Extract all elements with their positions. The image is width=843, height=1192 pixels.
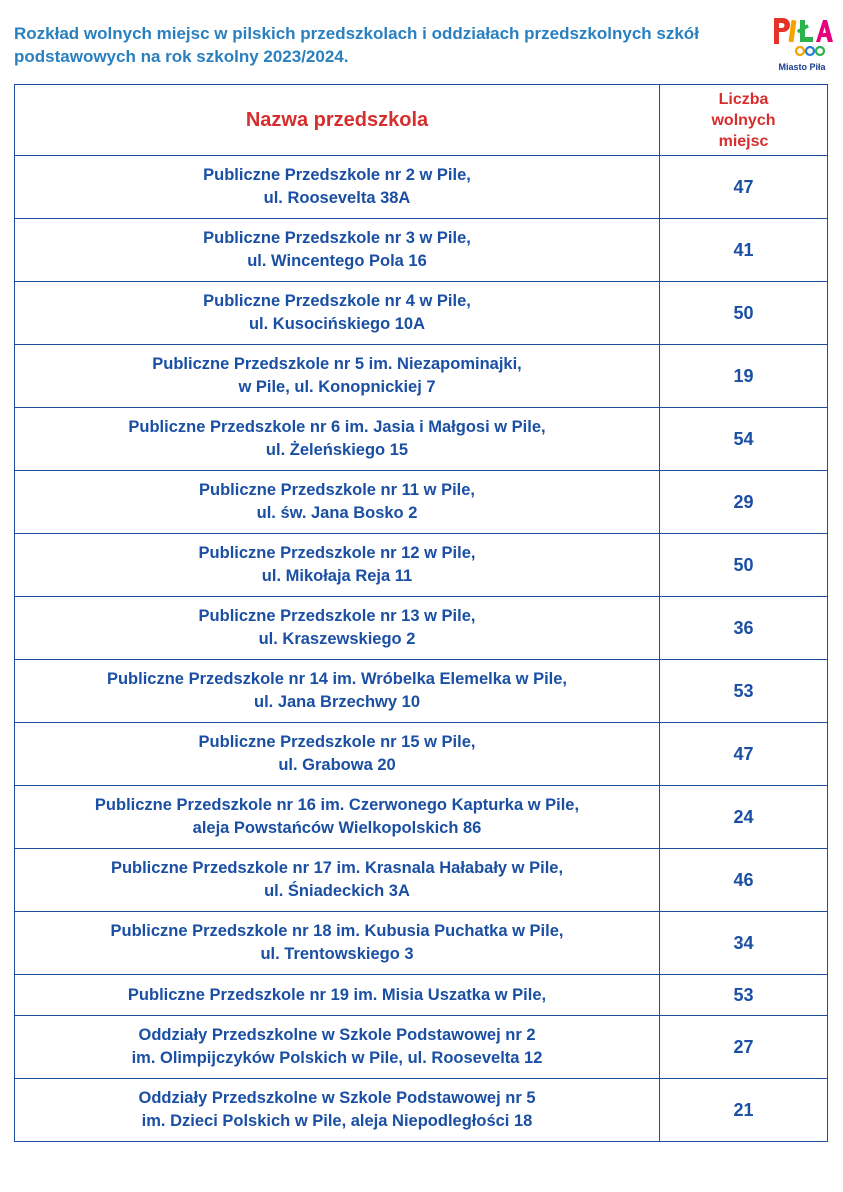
preschool-name-cell <box>15 597 660 660</box>
preschool-name-cell <box>15 660 660 723</box>
preschool-address: w Pile, ul. Konopnickiej 7 <box>238 378 436 396</box>
preschool-address: im. Dzieci Polskich w Pile, aleja Niepodległości 18 <box>141 1112 533 1130</box>
preschool-name: Oddziały Przedszkolne w Szkole Podstawowej nr 5 <box>138 1089 536 1107</box>
preschool-name: Publiczne Przedszkole nr 4 w Pile, <box>203 292 471 310</box>
preschool-name: Publiczne Przedszkole nr 18 im. Kubusia Puchatka w Pile, <box>110 922 564 940</box>
free-places-count: 19 <box>660 345 828 408</box>
free-places-count: 46 <box>660 849 828 912</box>
free-places-count: 29 <box>660 471 828 534</box>
preschool-name-cell <box>15 975 660 1016</box>
preschool-address: ul. Grabowa 20 <box>278 756 396 774</box>
preschool-address: aleja Powstańców Wielkopolskich 86 <box>192 819 482 837</box>
table-row <box>15 660 828 723</box>
count-header-line: wolnych <box>711 111 776 129</box>
preschool-name: Publiczne Przedszkole nr 15 w Pile, <box>198 733 476 751</box>
free-places-count: 54 <box>660 408 828 471</box>
logo-caption: Miasto Piła <box>778 62 826 72</box>
pila-500-logo-icon <box>770 14 834 74</box>
preschool-name: Publiczne Przedszkole nr 13 w Pile, <box>198 607 476 625</box>
preschool-name-cell <box>15 849 660 912</box>
preschool-name: Publiczne Przedszkole nr 16 im. Czerwonego Kapturka w Pile, <box>94 796 580 814</box>
table-row <box>15 1016 828 1079</box>
preschool-name-cell <box>15 282 660 345</box>
vacancies-table <box>14 84 828 1142</box>
preschool-address: ul. św. Jana Bosko 2 <box>256 504 418 522</box>
table-row <box>15 912 828 975</box>
table-row <box>15 723 828 786</box>
preschool-name-cell <box>15 471 660 534</box>
table-row <box>15 786 828 849</box>
free-places-count: 21 <box>660 1079 828 1142</box>
column-header-name: Nazwa przedszkola <box>15 85 660 156</box>
preschool-name: Publiczne Przedszkole nr 5 im. Niezapominajki, <box>152 355 522 373</box>
preschool-address: ul. Mikołaja Reja 11 <box>261 567 413 585</box>
preschool-name: Publiczne Przedszkole nr 2 w Pile, <box>203 166 471 184</box>
free-places-count: 50 <box>660 534 828 597</box>
preschool-address: im. Olimpijczyków Polskich w Pile, ul. Roosevelta 12 <box>131 1049 543 1067</box>
table-row <box>15 408 828 471</box>
preschool-name-cell <box>15 345 660 408</box>
preschool-name-cell <box>15 534 660 597</box>
free-places-count: 53 <box>660 975 828 1016</box>
column-header-count <box>660 85 828 156</box>
free-places-count: 24 <box>660 786 828 849</box>
preschool-address: ul. Kusocińskiego 10A <box>248 315 426 333</box>
free-places-count: 50 <box>660 282 828 345</box>
table-row <box>15 975 828 1016</box>
table-row <box>15 597 828 660</box>
count-header-line: miejsc <box>718 132 769 150</box>
free-places-count: 47 <box>660 723 828 786</box>
preschool-name-cell <box>15 912 660 975</box>
document-title: Rozkład wolnych miejsc w pilskich przedszkolach i oddziałach przedszkolnych szkół podstawowych na rok szkolny 2023/2024. <box>14 24 699 66</box>
preschool-address: ul. Jana Brzechwy 10 <box>254 693 420 711</box>
table-row <box>15 219 828 282</box>
preschool-address: ul. Roosevelta 38A <box>263 189 411 207</box>
preschool-name: Oddziały Przedszkolne w Szkole Podstawowej nr 2 <box>138 1026 536 1044</box>
preschool-name-cell <box>15 156 660 219</box>
preschool-name-cell <box>15 1079 660 1142</box>
preschool-address: ul. Kraszewskiego 2 <box>258 630 416 648</box>
preschool-name: Publiczne Przedszkole nr 11 w Pile, <box>198 481 476 499</box>
free-places-count: 53 <box>660 660 828 723</box>
preschool-name-cell <box>15 786 660 849</box>
preschool-name: Publiczne Przedszkole nr 19 im. Misia Uszatka w Pile, <box>127 985 547 1004</box>
free-places-count: 36 <box>660 597 828 660</box>
table-row <box>15 345 828 408</box>
table-row <box>15 849 828 912</box>
table-row <box>15 156 828 219</box>
free-places-count: 27 <box>660 1016 828 1079</box>
table-row <box>15 534 828 597</box>
table-header-row <box>15 85 828 156</box>
free-places-count: 34 <box>660 912 828 975</box>
preschool-name-cell <box>15 1016 660 1079</box>
table-row <box>15 282 828 345</box>
preschool-name: Publiczne Przedszkole nr 3 w Pile, <box>203 229 471 247</box>
count-header-line: Liczba <box>718 90 769 108</box>
preschool-name: Publiczne Przedszkole nr 12 w Pile, <box>198 544 476 562</box>
table-row <box>15 1079 828 1142</box>
preschool-name: Publiczne Przedszkole nr 6 im. Jasia i Małgosi w Pile, <box>128 418 546 436</box>
free-places-count: 41 <box>660 219 828 282</box>
preschool-address: ul. Wincentego Pola 16 <box>247 252 427 270</box>
preschool-name-cell <box>15 219 660 282</box>
preschool-name-cell <box>15 408 660 471</box>
preschool-address: ul. Trentowskiego 3 <box>260 945 414 963</box>
table-row <box>15 471 828 534</box>
preschool-address: ul. Żeleńskiego 15 <box>265 441 409 459</box>
preschool-name-cell <box>15 723 660 786</box>
preschool-address: ul. Śniadeckich 3A <box>264 882 410 900</box>
free-places-count: 47 <box>660 156 828 219</box>
preschool-name: Publiczne Przedszkole nr 14 im. Wróbelka Elemelka w Pile, <box>106 670 568 688</box>
preschool-name: Publiczne Przedszkole nr 17 im. Krasnala Hałabały w Pile, <box>110 859 564 877</box>
